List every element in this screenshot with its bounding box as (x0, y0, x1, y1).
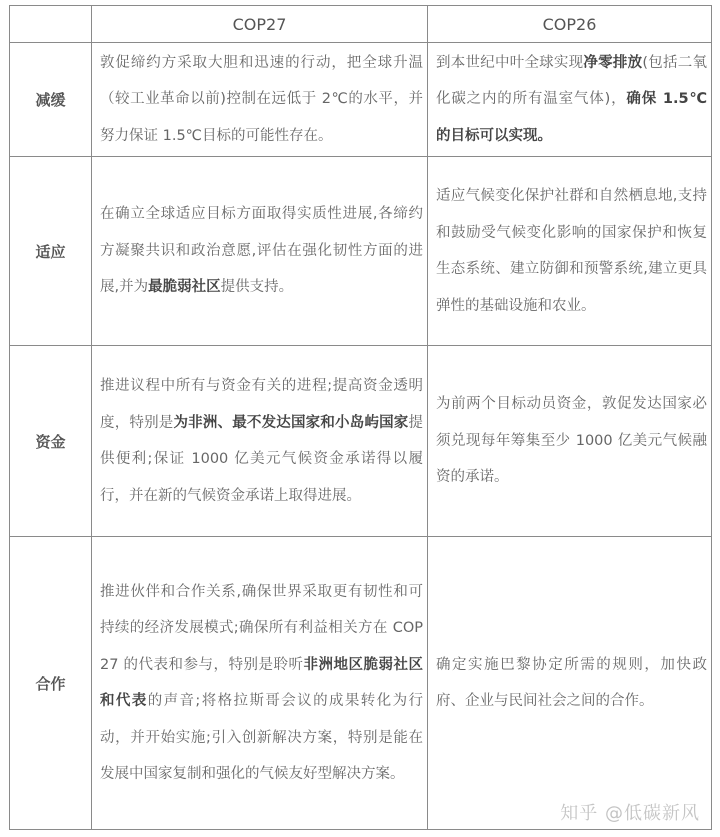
cop26-cell (428, 346, 712, 537)
body-text: 推进议程中所有与资金有关的进程;提高资金透明度，特别是 (100, 378, 423, 431)
emphasis-text: 为非洲、最不发达国家和小岛屿国家 (173, 414, 409, 431)
row-label: 减缓 (10, 43, 92, 157)
cop26-cell (428, 537, 712, 830)
table-row-cooperation (10, 537, 712, 830)
watermark: 知乎 @低碳新风 (560, 803, 700, 824)
emphasis-text: 非洲地区脆弱社区和代表 (100, 656, 424, 709)
header-cop26: COP26 (428, 6, 712, 43)
body-text: (包括二氧化碳之内的所有温室气体)， (436, 54, 707, 108)
emphasis-text: 净零排放 (583, 54, 643, 71)
body-text: 到本世纪中叶全球实现 (436, 54, 584, 71)
body-text: 确定实施巴黎协定所需的规则，加快政府、企业与民间社会之间的合作。 (436, 656, 707, 709)
table-row-finance (10, 346, 712, 537)
emphasis-text: 最脆弱社区 (148, 279, 221, 296)
body-text: 敦促缔约方采取大胆和迅速的行动，把全球升温（较工业革命以前)控制在远低于 2℃的水平，并努力保证 1.5℃目标的可能性存在。 (100, 54, 423, 144)
row-label: 适应 (10, 157, 92, 346)
table-row-mitigation (10, 43, 712, 157)
row-label: 合作 (10, 537, 92, 830)
body-text: 在确立全球适应目标方面取得实质性进展,各缔约方凝聚共识和政治意愿,评估在强化韧性方面的进展,并为 (100, 206, 423, 296)
body-text: 提供便利;保证 1000 亿美元气候资金承诺得以履行，并在新的气候资金承诺上取得进展。 (100, 414, 423, 504)
body-text: 的声音;将格拉斯哥会议的成果转化为行动，并开始实施;引入创新解决方案，特别是能在发展中国家复制和强化的气候友好型解决方案。 (100, 693, 423, 782)
header-cop27: COP27 (92, 6, 428, 43)
body-text: 提供支持。 (220, 279, 294, 296)
cop26-cell (428, 157, 712, 346)
header-row (10, 6, 712, 43)
body-text: 适应气候变化保护社群和自然栖息地,支持和鼓励受气候变化影响的国家保护和恢复生态系统、建立防御和预警系统,建立更具弹性的基础设施和农业。 (436, 188, 707, 314)
cop26-cell (428, 43, 712, 157)
header-empty (10, 6, 92, 43)
cop27-cell (92, 346, 428, 537)
emphasis-text: 确保 1.5℃的目标可以实现。 (436, 91, 708, 144)
table-row-adaptation (10, 157, 712, 346)
body-text: 推进伙伴和合作关系,确保世界采取更有韧性和可持续的经济发展模式;确保所有利益相关方在 COP27 的代表和参与，特别是聆听 (100, 583, 423, 673)
body-text: 为前两个目标动员资金，敦促发达国家必须兑现每年筹集至少 1000 亿美元气候融资的承诺。 (436, 396, 707, 486)
cop27-cell (92, 43, 428, 157)
cop-comparison-table (9, 5, 712, 830)
row-label: 资金 (10, 346, 92, 537)
cop27-cell (92, 537, 428, 830)
cop27-cell (92, 157, 428, 346)
